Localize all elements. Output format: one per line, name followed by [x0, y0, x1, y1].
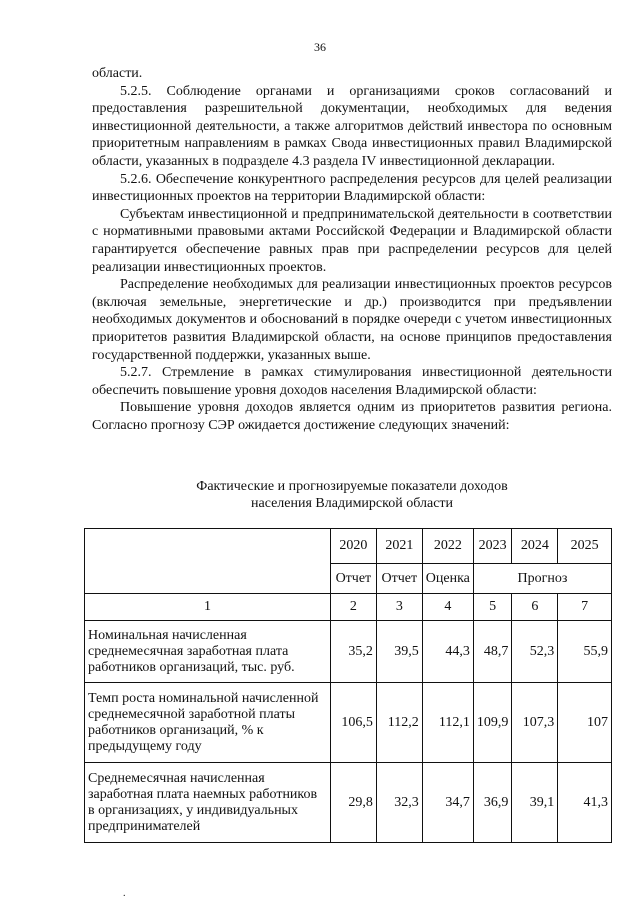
row-label: Среднемесячная начисленная заработная плата наемных работников в организациях, у индивидуальных предпринимателей	[85, 763, 331, 843]
table-cell: 39,1	[512, 763, 558, 843]
table-cell: 32,3	[376, 763, 422, 843]
table-cell: 107	[558, 683, 612, 763]
table-cell: 44,3	[422, 621, 473, 683]
row-label: Темп роста номинальной начисленной среднемесячной заработной платы работников организаций, % к предыдущему году	[85, 683, 331, 763]
table-cell: 112,1	[422, 683, 473, 763]
table-row	[85, 763, 612, 843]
paragraph: 5.2.6. Обеспечение конкурентного распределения ресурсов для целей реализации инвестиционных проектов на территории Владимирской области:	[92, 171, 612, 205]
income-indicators-table	[84, 528, 612, 843]
table-cell: 48,7	[473, 621, 512, 683]
table-cell: 36,9	[473, 763, 512, 843]
column-number: 7	[558, 594, 612, 621]
row-label: Номинальная начисленная среднемесячная заработная плата работников организаций, тыс. руб.	[85, 621, 331, 683]
status-header: Отчет	[330, 564, 376, 594]
year-header: 2021	[376, 529, 422, 564]
column-number: 4	[422, 594, 473, 621]
table-header-corner	[85, 529, 331, 594]
year-header: 2025	[558, 529, 612, 564]
table-cell: 106,5	[330, 683, 376, 763]
table-title-line: Фактические и прогнозируемые показатели доходов	[196, 479, 508, 494]
status-header: Оценка	[422, 564, 473, 594]
table-cell: 35,2	[330, 621, 376, 683]
status-header: Прогноз	[473, 564, 611, 594]
table-row	[85, 621, 612, 683]
column-number: 1	[85, 594, 331, 621]
table-cell: 55,9	[558, 621, 612, 683]
status-header: Отчет	[376, 564, 422, 594]
page-number: 36	[314, 40, 326, 54]
table-cell: 39,5	[376, 621, 422, 683]
year-header: 2020	[330, 529, 376, 564]
paragraph: области.	[92, 66, 143, 81]
column-number: 6	[512, 594, 558, 621]
table-header-years-row	[85, 529, 612, 564]
table-cell: 41,3	[558, 763, 612, 843]
table-cell: 29,8	[330, 763, 376, 843]
column-number: 5	[473, 594, 512, 621]
column-number: 2	[330, 594, 376, 621]
year-header: 2023	[473, 529, 512, 564]
table-cell: 109,9	[473, 683, 512, 763]
table-cell: 112,2	[376, 683, 422, 763]
paragraph: Субъектам инвестиционной и предпринимательской деятельности в соответствии с нормативными правовыми актами Российской Федерации и Владимирской области гарантируется обеспечение равных прав при распределении ресурсов для целей реализации инвестиционных проектов.	[92, 206, 612, 275]
paragraph: 5.2.5. Соблюдение органами и организациями сроков согласований и предоставления разрешительной документации, необходимых для ведения инвестиционной деятельности, а также алгоритмов действий инвестора по основным приоритетным направлениям в рамках Свода инвестиционных правил Владимирской области, указанных в подразделе 4.3 раздела IV инвестиционной декларации.	[92, 83, 612, 169]
column-number: 3	[376, 594, 422, 621]
document-body	[92, 65, 612, 434]
column-number-row	[85, 594, 612, 621]
paragraph: Распределение необходимых для реализации инвестиционных проектов ресурсов (включая земельные, энергетические и др.) производится при предъявлении необходимых документов и обоснований в порядке очереди с учетом инвестиционных приоритетов развития Владимирской области, на основе принципов предоставления государственной поддержки, указанных выше.	[92, 277, 612, 363]
table-cell: 107,3	[512, 683, 558, 763]
footer-mark: .	[123, 888, 126, 899]
year-header: 2024	[512, 529, 558, 564]
table-title-line: населения Владимирской области	[250, 496, 454, 511]
paragraph: Повышение уровня доходов является одним из приоритетов развития региона. Согласно прогнозу СЭР ожидается достижение следующих значений:	[92, 400, 612, 433]
paragraph: 5.2.7. Стремление в рамках стимулирования инвестиционной деятельности обеспечить повышение уровня доходов населения Владимирской области:	[92, 365, 612, 398]
table-cell: 34,7	[422, 763, 473, 843]
year-header: 2022	[422, 529, 473, 564]
table-cell: 52,3	[512, 621, 558, 683]
table-title	[92, 478, 612, 512]
table-row	[85, 683, 612, 763]
